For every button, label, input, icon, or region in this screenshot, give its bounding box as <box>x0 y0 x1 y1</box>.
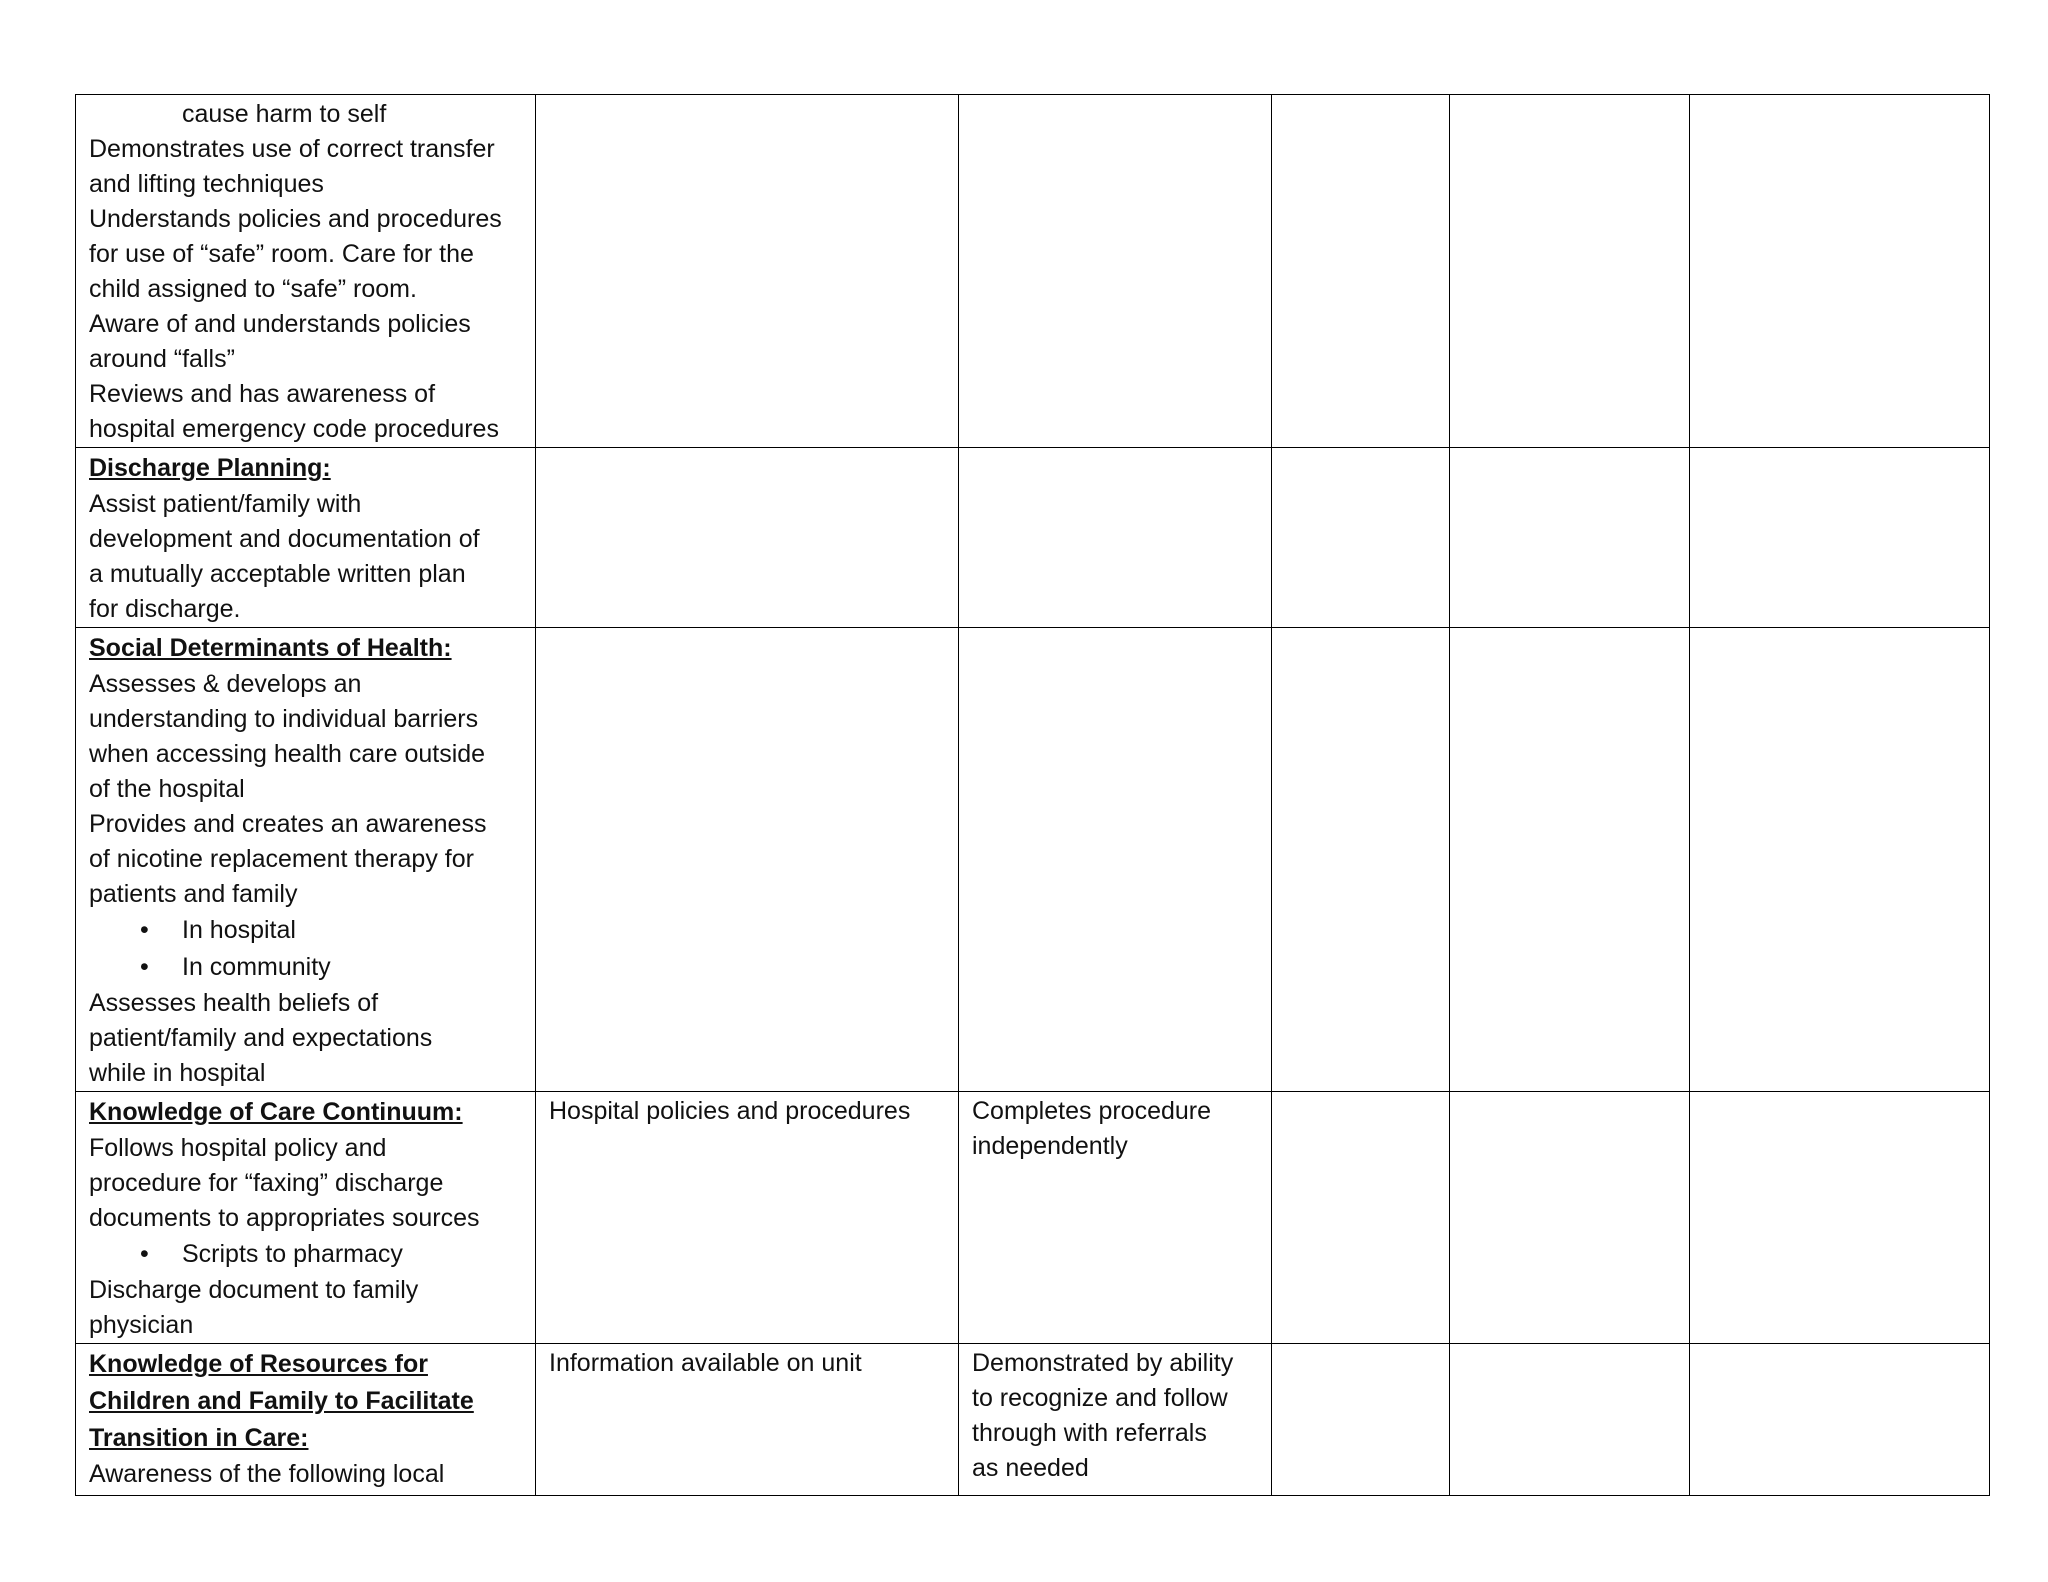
text-line: to recognize and follow <box>972 1384 1228 1412</box>
text-line: patients and family <box>89 880 298 908</box>
bullet-icon: • <box>140 953 149 981</box>
text-line: a mutually acceptable written plan <box>89 560 466 588</box>
empty-cell <box>1690 448 1990 628</box>
text-line: of the hospital <box>89 775 245 803</box>
text-line: Understands policies and procedures <box>89 205 502 233</box>
evaluation-cell <box>959 95 1272 448</box>
competency-cell <box>76 628 536 1092</box>
text-line: through with referrals <box>972 1419 1207 1447</box>
table-row <box>76 1092 1990 1344</box>
empty-cell <box>1690 1092 1990 1344</box>
empty-cell <box>1690 95 1990 448</box>
empty-cell <box>1272 1344 1450 1496</box>
competency-cell <box>76 1092 536 1344</box>
empty-cell <box>1450 448 1690 628</box>
section-heading: Social Determinants of Health: <box>89 634 452 662</box>
bullet-item <box>89 949 523 986</box>
empty-cell <box>1272 1092 1450 1344</box>
empty-cell <box>1690 1344 1990 1496</box>
text-line: patient/family and expectations <box>89 1024 433 1052</box>
text-line: child assigned to “safe” room. <box>89 275 417 303</box>
text-line: hospital emergency code procedures <box>89 415 499 443</box>
text-line: of nicotine replacement therapy for <box>89 845 474 873</box>
resources-cell <box>536 1344 959 1496</box>
section-heading: Discharge Planning: <box>89 454 331 482</box>
text-line: understanding to individual barriers <box>89 705 479 733</box>
evaluation-cell <box>959 1092 1272 1344</box>
text-line: for use of “safe” room. Care for the <box>89 240 474 268</box>
text-line: Hospital policies and procedures <box>549 1097 911 1125</box>
text-line: Assist patient/family with <box>89 490 362 518</box>
table-row <box>76 628 1990 1092</box>
evaluation-cell <box>959 448 1272 628</box>
empty-cell <box>1272 448 1450 628</box>
evaluation-cell <box>959 1344 1272 1496</box>
text-line: development and documentation of <box>89 525 480 553</box>
resources-cell <box>536 628 959 1092</box>
empty-cell <box>1690 628 1990 1092</box>
bullet-text: Scripts to pharmacy <box>182 1240 403 1268</box>
text-line: when accessing health care outside <box>89 740 486 768</box>
empty-cell <box>1450 1092 1690 1344</box>
table-row <box>76 1344 1990 1496</box>
section-heading: Knowledge of Resources for <box>89 1350 428 1378</box>
empty-cell <box>1450 1344 1690 1496</box>
text-line: Reviews and has awareness of <box>89 380 436 408</box>
empty-cell <box>1272 95 1450 448</box>
text-line: Assesses & develops an <box>89 670 362 698</box>
table-row <box>76 448 1990 628</box>
bullet-icon: • <box>140 916 149 944</box>
text-line: Aware of and understands policies <box>89 310 471 338</box>
competency-table <box>75 94 1990 1496</box>
text-line: Demonstrates use of correct transfer <box>89 135 495 163</box>
empty-cell <box>1272 628 1450 1092</box>
text-line: physician <box>89 1311 194 1339</box>
text-line: Provides and creates an awareness <box>89 810 487 838</box>
text-line: independently <box>972 1132 1128 1160</box>
bullet-item <box>89 912 523 949</box>
text-line: Awareness of the following local <box>89 1460 445 1488</box>
resources-cell <box>536 1092 959 1344</box>
text-line: Information available on unit <box>549 1349 862 1377</box>
bullet-item <box>89 1236 523 1273</box>
text-line: Follows hospital policy and <box>89 1134 387 1162</box>
empty-cell <box>1450 95 1690 448</box>
text-line: Assesses health beliefs of <box>89 989 379 1017</box>
section-heading: Transition in Care: <box>89 1424 309 1452</box>
empty-cell <box>1450 628 1690 1092</box>
table-row <box>76 95 1990 448</box>
text-line: documents to appropriates sources <box>89 1204 480 1232</box>
resources-cell <box>536 448 959 628</box>
competency-cell <box>76 1344 536 1496</box>
text-line: as needed <box>972 1454 1089 1482</box>
text-line: Completes procedure <box>972 1097 1212 1125</box>
text-line: while in hospital <box>89 1059 266 1087</box>
competency-cell <box>76 95 536 448</box>
section-heading: Knowledge of Care Continuum: <box>89 1098 463 1126</box>
bullet-text: In community <box>182 953 331 981</box>
text-line: Discharge document to family <box>89 1276 419 1304</box>
bullet-icon: • <box>140 1240 149 1268</box>
section-heading: Children and Family to Facilitate <box>89 1387 474 1415</box>
text-line: around “falls” <box>89 345 235 373</box>
text-line: cause harm to self <box>182 100 387 128</box>
text-line: Demonstrated by ability <box>972 1349 1234 1377</box>
resources-cell <box>536 95 959 448</box>
text-line: for discharge. <box>89 595 241 623</box>
competency-cell <box>76 448 536 628</box>
bullet-text: In hospital <box>182 916 296 944</box>
text-line: and lifting techniques <box>89 170 324 198</box>
evaluation-cell <box>959 628 1272 1092</box>
text-line: procedure for “faxing” discharge <box>89 1169 444 1197</box>
